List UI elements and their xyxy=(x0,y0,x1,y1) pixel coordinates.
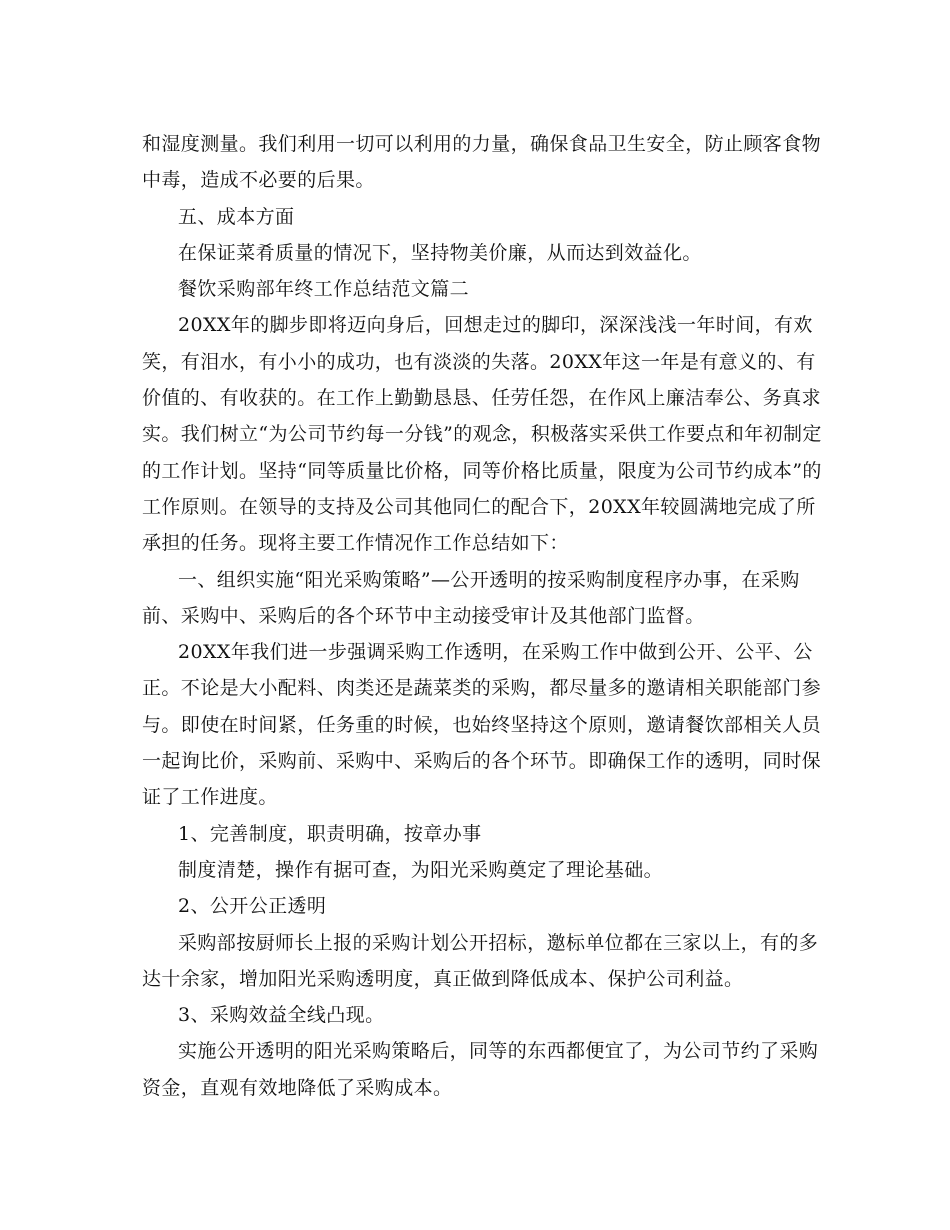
document-body xyxy=(142,126,822,1106)
paragraph: 制度清楚，操作有据可查，为阳光采购奠定了理论基础。 xyxy=(178,858,664,881)
paragraph: 20XX年我们进一步强调采购工作透明，在采购工作中做到公开、公平、公正。不论是大小配料、肉类还是蔬菜类的采购，都尽量多的邀请相关职能部门参与。即使在时间紧，任务重的时候，也始终坚持这个原则，邀请餐饮部相关人员一起询比价，采购前、采购中、采购后的各个环节。即确保工作的透明，同时保证了工作进度。 xyxy=(142,641,822,809)
subheading-2: 2、公开公正透明 xyxy=(178,895,327,918)
subheading-1: 1、完善制度，职责明确，按章办事 xyxy=(178,822,482,845)
section-heading-sunshine-procurement: 一、组织实施“阳光采购策略”—公开透明的按采购制度程序办事，在采购前、采购中、采购后的各个环节中主动接受审计及其他部门监督。 xyxy=(142,568,800,627)
paragraph: 在保证菜肴质量的情况下，坚持物美价廉，从而达到效益化。 xyxy=(178,241,702,264)
paragraph: 采购部按厨师长上报的采购计划公开招标，邀标单位都在三家以上，有的多达十余家，增加阳光采购透明度，真正做到降低成本、保护公司利益。 xyxy=(142,931,819,990)
paragraph: 20XX年的脚步即将迈向身后，回想走过的脚印，深深浅浅一年时间，有欢笑，有泪水，有小小的成功，也有淡淡的失落。20XX年这一年是有意义的、有价值的、有收获的。在工作上勤勤恳恳、任劳任怨，在作风上廉洁奉公、务真求实。我们树立“为公司节约每一分钱”的观念，积极落实采供工作要点和年初制定的工作计划。坚持“同等质量比价格，同等价格比质量，限度为公司节约成本”的工作原则。在领导的支持及公司其他同仁的配合下，20XX年较圆满地完成了所承担的任务。现将主要工作情况作工作总结如下： xyxy=(142,314,822,555)
paragraph: 实施公开透明的阳光采购策略后，同等的东西都便宜了，为公司节约了采购资金，直观有效地降低了采购成本。 xyxy=(142,1040,819,1099)
subheading-3: 3、采购效益全线凸现。 xyxy=(178,1004,385,1027)
article-title: 餐饮采购部年终工作总结范文篇二 xyxy=(178,278,470,301)
paragraph-continuation: 和湿度测量。我们利用一切可以利用的力量，确保食品卫生安全，防止顾客食物中毒，造成不必要的后果。 xyxy=(142,133,822,192)
section-heading-cost: 五、成本方面 xyxy=(178,205,295,228)
